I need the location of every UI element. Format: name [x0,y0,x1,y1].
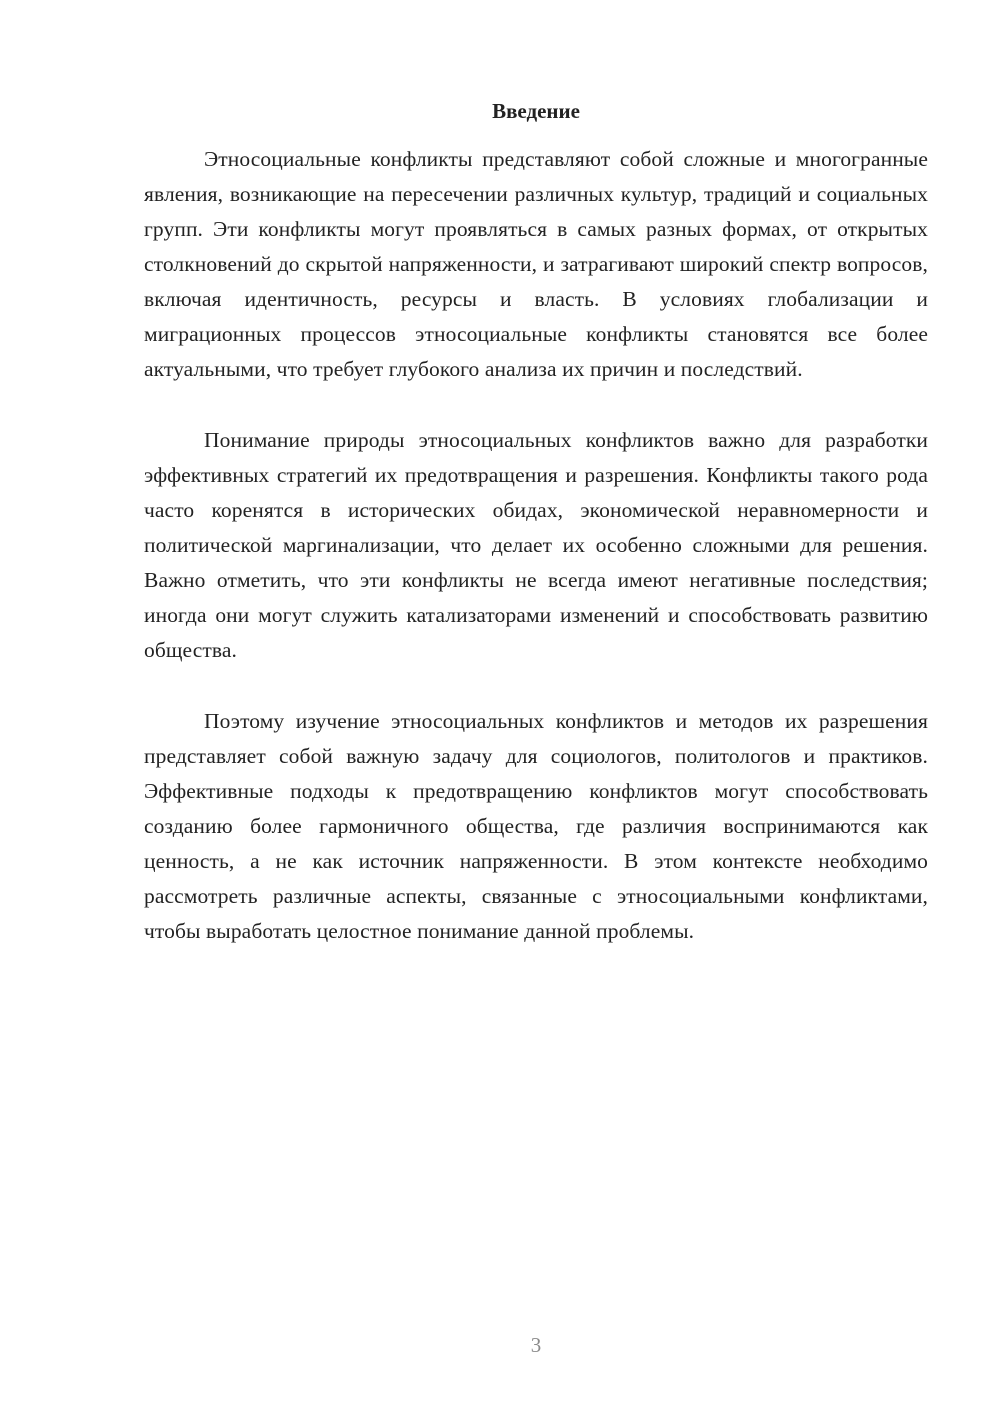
paragraph-nature-of-conflicts: Понимание природы этносоциальных конфликтов важно для разработки эффективных стратегий их предотвращения и разрешения. Конфликты такого рода часто коренятся в исторических обидах, экономической неравномерности и политической маргинализации, что делает их особенно сложными для решения. Важно отметить, что эти конфликты не всегда имеют негативные последствия; иногда они могут служить катализаторами изменений и способствовать развитию общества. [144,428,928,662]
paragraph-study-importance: Поэтому изучение этносоциальных конфликтов и методов их разрешения представляет собой важную задачу для социологов, политологов и практиков. Эффективные подходы к предотвращению конфликтов могут способствовать созданию более гармоничного общества, где различия воспринимаются как ценность, а не как источник напряженности. В этом контексте необходимо рассмотреть различные аспекты, связанные с этносоциальными конфликтами, чтобы выработать целостное понимание данной проблемы. [144,709,928,943]
page-number: 3 [530,1333,542,1357]
body-text [144,142,928,985]
page-title: Введение [492,99,580,123]
paragraph-intro: Этносоциальные конфликты представляют собой сложные и многогранные явления, возникающие на пересечении различных культур, традиций и социальных групп. Эти конфликты могут проявляться в самых разных формах, от открытых столкновений до скрытой напряженности, и затрагивают широкий спектр вопросов, включая идентичность, ресурсы и власть. В условиях глобализации и миграционных процессов этносоциальные конфликты становятся все более актуальными, что требует глубокого анализа их причин и последствий. [144,147,928,381]
